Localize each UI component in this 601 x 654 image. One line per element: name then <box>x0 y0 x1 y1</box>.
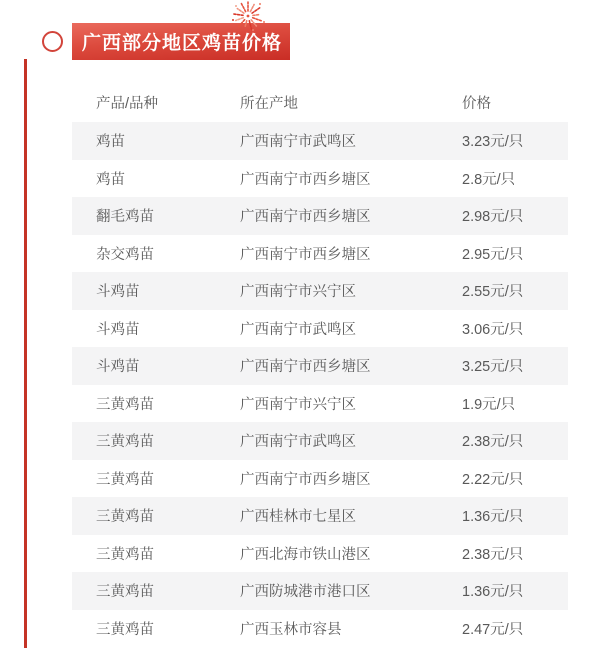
page-title: 广西部分地区鸡苗价格 <box>81 33 282 54</box>
cell-product: 杂交鸡苗 <box>96 246 154 263</box>
column-header-product: 产品/品种 <box>96 95 159 112</box>
cell-origin: 广西玉林市容县 <box>240 621 342 638</box>
cell-price: 3.06元/只 <box>462 321 524 338</box>
cell-price: 1.36元/只 <box>462 584 524 601</box>
cell-price: 3.23元/只 <box>462 134 524 151</box>
table-row <box>72 310 568 348</box>
table-row <box>72 347 568 385</box>
cell-origin: 广西南宁市武鸣区 <box>240 134 356 151</box>
cell-product: 斗鸡苗 <box>96 284 140 301</box>
cell-origin: 广西南宁市武鸣区 <box>240 321 356 338</box>
cell-origin: 广西南宁市西乡塘区 <box>240 209 371 226</box>
table-row <box>72 535 568 573</box>
table-row <box>72 272 568 310</box>
column-header-price: 价格 <box>462 95 491 112</box>
cell-origin: 广西南宁市西乡塘区 <box>240 471 371 488</box>
cell-price: 2.95元/只 <box>462 246 524 263</box>
cell-price: 2.38元/只 <box>462 546 524 563</box>
cell-product: 三黄鸡苗 <box>96 396 154 413</box>
cell-price: 1.36元/只 <box>462 509 524 526</box>
left-accent-line <box>24 59 27 648</box>
cell-product: 三黄鸡苗 <box>96 621 154 638</box>
cell-origin: 广西南宁市兴宁区 <box>240 284 356 301</box>
cell-origin: 广西南宁市西乡塘区 <box>240 171 371 188</box>
table-header-row <box>72 82 568 122</box>
table-row <box>72 460 568 498</box>
cell-product: 三黄鸡苗 <box>96 434 154 451</box>
cell-product: 三黄鸡苗 <box>96 471 154 488</box>
table-row <box>72 122 568 160</box>
cell-price: 2.38元/只 <box>462 434 524 451</box>
table-row <box>72 610 568 648</box>
table-row <box>72 160 568 198</box>
table-row <box>72 422 568 460</box>
cell-price: 2.8元/只 <box>462 171 516 188</box>
cell-price: 2.98元/只 <box>462 209 524 226</box>
cell-product: 三黄鸡苗 <box>96 584 154 601</box>
cell-product: 三黄鸡苗 <box>96 546 154 563</box>
cell-price: 2.55元/只 <box>462 284 524 301</box>
cell-price: 2.47元/只 <box>462 621 524 638</box>
cell-origin: 广西桂林市七星区 <box>240 509 356 526</box>
price-table <box>72 82 568 647</box>
table-row <box>72 385 568 423</box>
cell-product: 鸡苗 <box>96 171 125 188</box>
cell-price: 1.9元/只 <box>462 396 516 413</box>
circle-marker-icon <box>42 31 63 52</box>
cell-origin: 广西南宁市西乡塘区 <box>240 246 371 263</box>
cell-origin: 广西北海市铁山港区 <box>240 546 371 563</box>
cell-origin: 广西南宁市西乡塘区 <box>240 359 371 376</box>
table-body <box>72 122 568 647</box>
title-banner <box>72 23 290 60</box>
cell-price: 3.25元/只 <box>462 359 524 376</box>
table-row <box>72 197 568 235</box>
table-row <box>72 235 568 273</box>
cell-origin: 广西南宁市兴宁区 <box>240 396 356 413</box>
cell-product: 斗鸡苗 <box>96 359 140 376</box>
table-row <box>72 572 568 610</box>
cell-origin: 广西南宁市武鸣区 <box>240 434 356 451</box>
cell-origin: 广西防城港市港口区 <box>240 584 371 601</box>
cell-product: 斗鸡苗 <box>96 321 140 338</box>
table-row <box>72 497 568 535</box>
cell-price: 2.22元/只 <box>462 471 524 488</box>
cell-product: 三黄鸡苗 <box>96 509 154 526</box>
cell-product: 翻毛鸡苗 <box>96 209 154 226</box>
column-header-origin: 所在产地 <box>240 95 298 112</box>
cell-product: 鸡苗 <box>96 134 125 151</box>
